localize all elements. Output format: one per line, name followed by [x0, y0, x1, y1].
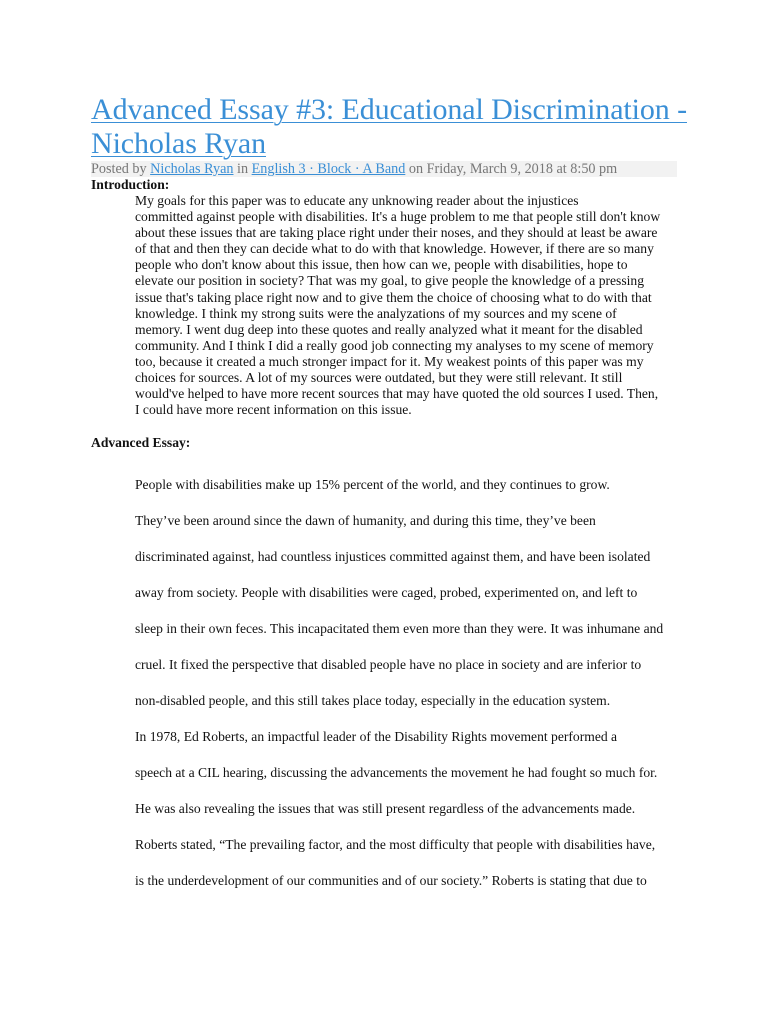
intro-line: memory. I went dug deep into these quotes and really analyzed what it meant for the disabled: [135, 321, 643, 337]
intro-line: too, because it created a much stronger impact for it. My weakest points of this paper was my: [135, 353, 644, 369]
essay-line: cruel. It fixed the perspective that disabled people have no place in society and are inferior to: [135, 657, 642, 673]
essay-paragraph: [91, 719, 677, 899]
introduction-body: [91, 193, 677, 418]
intro-line: I could have more recent information on this issue.: [135, 402, 412, 418]
intro-line: would've helped to have more recent sources that may have quoted the old sources I used. Then,: [135, 386, 659, 402]
posted-by-label: Posted by: [91, 161, 147, 177]
intro-line: issue that's taking place right now and to give them the choice of choosing what to do with that: [135, 289, 652, 305]
intro-line: My goals for this paper was to educate any unknowing reader about the injustices: [135, 193, 579, 208]
intro-line: elevate our position in society? That was my goal, to give people the knowledge of a pressing: [135, 273, 645, 289]
essay-line: sleep in their own feces. This incapacitated them even more than they were. It was inhumane and: [135, 621, 664, 637]
intro-line: committed against people with disabilities. It's a huge problem to me that people still don't know: [135, 209, 661, 225]
introduction-heading: Introduction:: [91, 177, 170, 192]
essay-paragraph: [91, 467, 677, 719]
essay-line: non-disabled people, and this still takes place today, especially in the education system.: [135, 693, 611, 709]
post-title[interactable]: [91, 93, 691, 161]
essay-line: away from society. People with disabilities were caged, probed, experimented on, and left to: [135, 585, 638, 601]
essay-line: speech at a CIL hearing, discussing the advancements the movement he had fought so much for.: [135, 765, 658, 781]
essay-line: Roberts stated, “The prevailing factor, and the most difficulty that people with disabilities have,: [135, 837, 656, 853]
intro-line: community. And I think I did a really good job connecting my analyses to my scene of memory: [135, 337, 654, 353]
essay-line: People with disabilities make up 15% percent of the world, and they continues to grow.: [135, 477, 610, 493]
category-link[interactable]: English 3 · Block · A Band: [251, 161, 406, 177]
intro-line: people who don't know about this issue, then how can we, people with disabilities, hope to: [135, 257, 628, 273]
intro-line: knowledge. I think my strong suits were the analyzations of my sources and my scene of: [135, 305, 617, 321]
post-meta: [91, 161, 677, 177]
intro-line: of that and then they can decide what to do with that knowledge. However, if there are so many: [135, 241, 654, 257]
essay-line: They’ve been around since the dawn of humanity, and during this time, they’ve been: [135, 513, 596, 529]
post-date: on Friday, March 9, 2018 at 8:50 pm: [408, 161, 618, 177]
essay-heading: Advanced Essay:: [91, 435, 191, 451]
in-label: in: [237, 161, 249, 177]
intro-line: choices for sources. A lot of my sources were outdated, but they were still relevant. It still: [135, 370, 623, 386]
intro-line: about these issues that are taking place right under their noses, and they should at least be aware: [135, 225, 658, 241]
essay-line: discriminated against, had countless injustices committed against them, and have been isolated: [135, 549, 651, 565]
author-link[interactable]: Nicholas Ryan: [150, 161, 234, 177]
essay-line: In 1978, Ed Roberts, an impactful leader of the Disability Rights movement performed a: [135, 729, 618, 745]
post-title-link[interactable]: Advanced Essay #3: Educational Discrimination - Nicholas Ryan: [91, 93, 687, 160]
essay-line: is the underdevelopment of our communities and of our society.” Roberts is stating that due to: [135, 873, 647, 889]
essay-line: He was also revealing the issues that was still present regardless of the advancements made.: [135, 801, 636, 817]
document-page: [91, 93, 691, 899]
